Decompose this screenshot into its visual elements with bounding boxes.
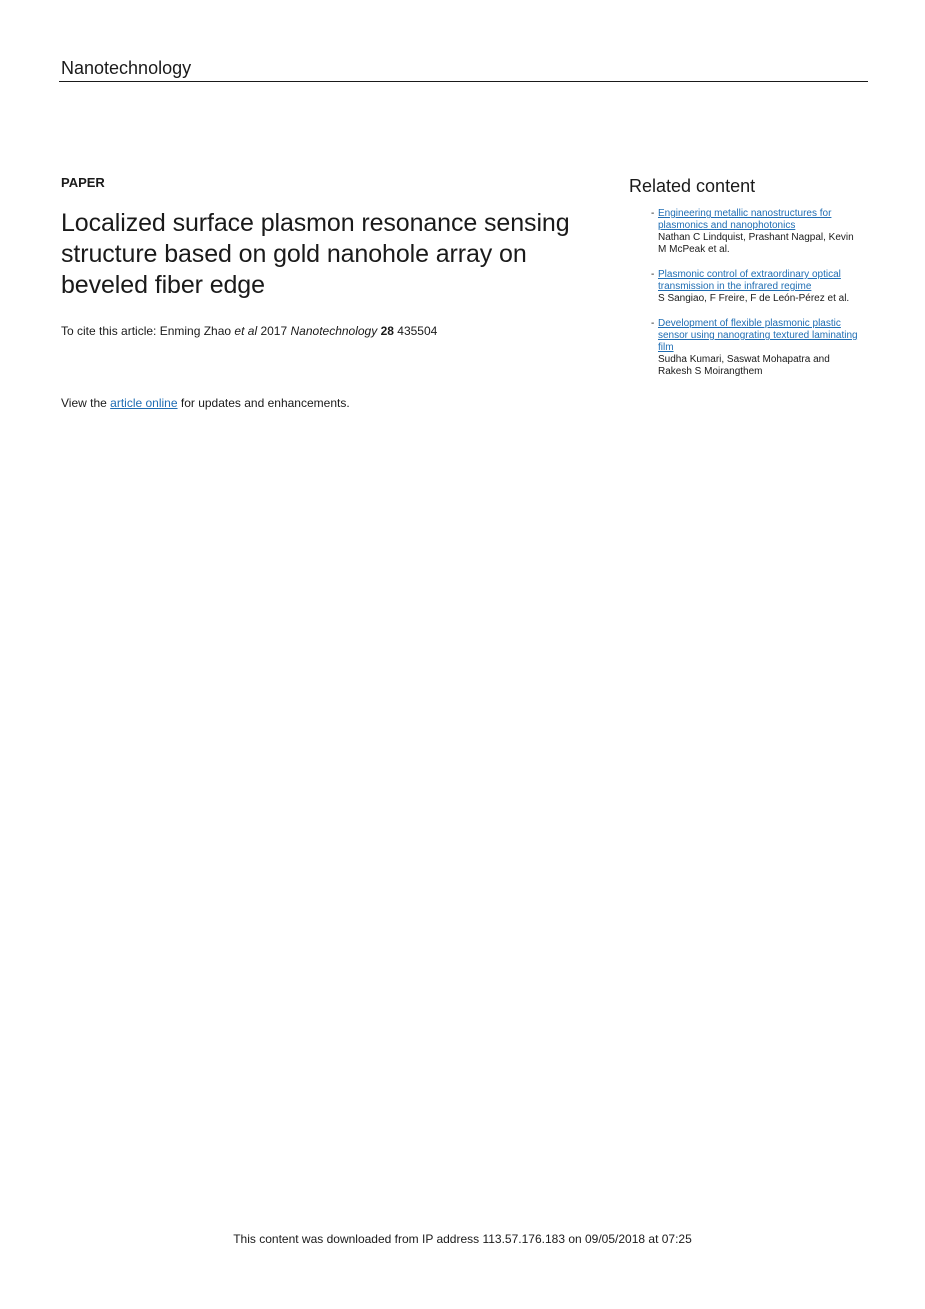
citation-et-al: et al xyxy=(234,324,258,338)
view-online xyxy=(61,395,601,411)
related-item-link[interactable]: Development of flexible plasmonic plastic sensor using nanograting textured laminating film xyxy=(658,318,858,353)
citation-volume: 28 xyxy=(380,324,394,338)
related-list xyxy=(629,208,869,378)
article-info xyxy=(61,175,601,411)
related-item-authors: S Sangiao, F Freire, F de León-Pérez et al. xyxy=(658,293,850,304)
journal-name: Nanotechnology xyxy=(61,58,192,78)
article-online-link[interactable]: article online xyxy=(110,396,178,410)
related-item-authors: Sudha Kumari, Saswat Mohapatra and Rakesh S Moirangthem xyxy=(658,354,830,377)
view-online-suffix: for updates and enhancements. xyxy=(180,396,350,410)
paper-title: Localized surface plasmon resonance sensing structure based on gold nanohole array on beveled fiber edge xyxy=(61,209,570,299)
citation-journal: Nanotechnology xyxy=(290,324,378,338)
header-divider xyxy=(59,81,868,82)
citation-prefix: To cite this article: Enming Zhao xyxy=(61,324,232,338)
citation xyxy=(61,323,601,339)
view-online-prefix: View the xyxy=(61,396,107,410)
list-dash: - xyxy=(651,318,655,329)
download-footer: This content was downloaded from IP address 113.57.176.183 on 09/05/2018 at 07:25 xyxy=(233,1232,692,1246)
related-item-authors: Nathan C Lindquist, Prashant Nagpal, Kevin M McPeak et al. xyxy=(658,232,854,255)
related-item xyxy=(629,208,863,256)
related-item xyxy=(629,269,863,305)
related-content-heading: Related content xyxy=(629,176,756,196)
related-content xyxy=(629,175,869,391)
related-item-link[interactable]: Plasmonic control of extraordinary optical transmission in the infrared regime xyxy=(658,269,841,292)
paper-label: PAPER xyxy=(61,175,105,190)
citation-article-number: 435504 xyxy=(397,324,438,338)
citation-year: 2017 xyxy=(260,324,288,338)
related-item-link[interactable]: Engineering metallic nanostructures for plasmonics and nanophotonics xyxy=(658,208,832,231)
list-dash: - xyxy=(651,269,655,280)
list-dash: - xyxy=(651,208,655,219)
related-item xyxy=(629,318,863,378)
